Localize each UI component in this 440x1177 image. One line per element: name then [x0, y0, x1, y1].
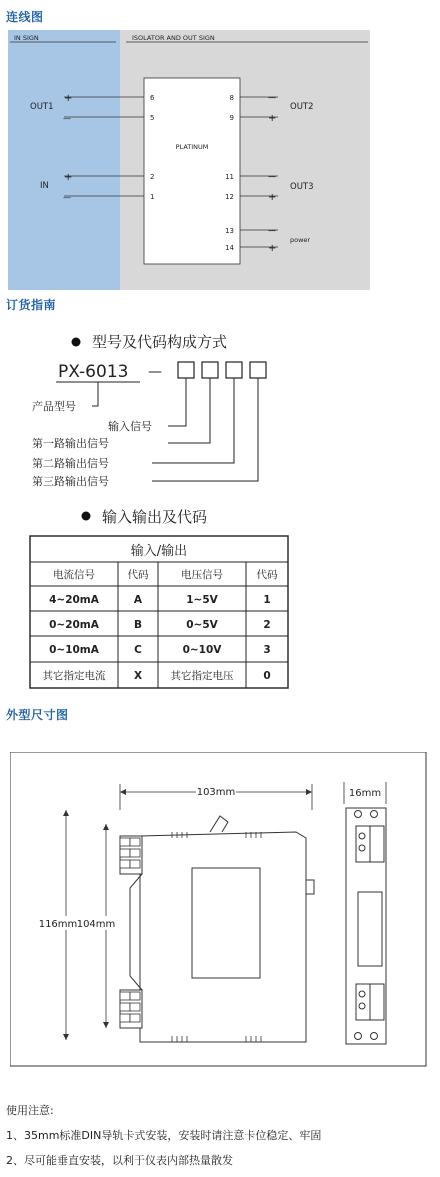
pin-number: 8	[229, 94, 234, 102]
pin-number: 13	[225, 227, 234, 235]
table-cell: 1	[263, 594, 271, 606]
table-cell: 2	[263, 619, 271, 631]
model-type-label: 产品型号	[32, 400, 76, 413]
minus-sign: —	[63, 193, 71, 202]
table-cell: 0~10V	[182, 644, 222, 656]
platinum-block	[144, 78, 240, 264]
table-cell: 0	[263, 670, 271, 682]
ordering-diagram	[0, 316, 440, 696]
section-title-ordering: 订货指南	[6, 298, 57, 312]
table-header: 电压信号	[181, 569, 223, 581]
in-sign-header: IN SIGN	[14, 34, 39, 42]
input-signal-label: 输入信号	[108, 420, 152, 433]
table-header: 代码	[256, 569, 278, 581]
power-label: power	[290, 236, 311, 244]
section-title-wiring: 连线图	[6, 10, 44, 24]
table-cell: 其它指定电流	[42, 670, 106, 682]
bullet-icon	[72, 338, 81, 347]
table-header: 代码	[127, 569, 149, 581]
table-cell: 3	[263, 644, 271, 656]
plus-sign: +	[268, 192, 277, 203]
pin-number: 1	[150, 193, 155, 201]
table-title: 输入/输出	[130, 544, 188, 559]
code-box-out2	[226, 362, 242, 378]
plus-sign: +	[64, 172, 73, 183]
io-table	[30, 536, 288, 688]
wiring-diagram	[8, 30, 370, 290]
table-cell: A	[133, 594, 143, 606]
out2-label: OUT2	[290, 102, 314, 112]
table-cell: 其它指定电压	[170, 670, 234, 682]
code-box-out1	[202, 362, 218, 378]
out1-signal-label: 第一路输出信号	[32, 437, 109, 450]
plus-sign: +	[268, 113, 277, 124]
pin-number: 12	[225, 193, 234, 201]
notes-title: 使用注意:	[6, 1104, 54, 1117]
usage-notes	[6, 1102, 321, 1177]
model-heading: 型号及代码构成方式	[92, 333, 228, 351]
code-box-input	[178, 362, 194, 378]
in-sign-panel	[8, 30, 120, 290]
minus-sign: —	[268, 226, 276, 235]
table-cell: 4~20mA	[49, 594, 99, 606]
model-dash: —	[148, 364, 162, 380]
code-box-out3	[250, 362, 266, 378]
table-cell: X	[133, 670, 143, 682]
table-cell: 0~20mA	[49, 619, 99, 631]
note-item: 2、尽可能垂直安装，以利于仪表内部热量散发	[6, 1154, 233, 1167]
minus-sign: —	[63, 114, 71, 123]
out3-label: OUT3	[290, 182, 314, 192]
table-cell: C	[134, 644, 142, 656]
in-label: IN	[40, 181, 49, 191]
pin-number: 14	[225, 244, 234, 252]
platinum-label: PLATINUM	[175, 143, 209, 151]
minus-sign: —	[268, 93, 276, 102]
minus-sign: —	[268, 172, 276, 181]
io-heading: 输入输出及代码	[102, 508, 208, 526]
bullet-icon	[82, 512, 91, 521]
out1-label: OUT1	[30, 102, 54, 112]
note-item: 1、35mm标准DIN导轨卡式安装，安装时请注意卡位稳定、牢固	[6, 1129, 322, 1142]
width-dimension: 103mm	[196, 787, 236, 798]
plus-sign: +	[268, 243, 277, 254]
isolator-header: ISOLATOR AND OUT SIGN	[132, 34, 215, 42]
model-code: PX-6013	[58, 362, 129, 382]
section-title-dimensions: 外型尺寸图	[6, 708, 69, 722]
table-header: 电流信号	[53, 569, 95, 581]
pin-number: 2	[150, 173, 155, 181]
table-cell: 0~5V	[186, 619, 218, 631]
housing-side-view	[120, 816, 314, 1042]
table-cell: B	[133, 619, 143, 631]
pin-number: 11	[225, 173, 234, 181]
out3-signal-label: 第三路输出信号	[32, 475, 109, 488]
pin-number: 9	[229, 114, 234, 122]
pin-number: 6	[150, 94, 155, 102]
housing-front-view	[346, 808, 386, 1044]
height-inner-dimension: 104mm	[76, 919, 116, 930]
table-cell: 0~10mA	[49, 644, 99, 656]
pin-number: 5	[150, 114, 155, 122]
table-cell: 1~5V	[186, 594, 218, 606]
height-outer-dimension: 116mm	[38, 919, 78, 930]
dimension-drawing	[10, 752, 430, 1072]
out2-signal-label: 第二路输出信号	[32, 457, 109, 470]
depth-dimension: 16mm	[348, 788, 382, 799]
plus-sign: +	[64, 93, 73, 104]
